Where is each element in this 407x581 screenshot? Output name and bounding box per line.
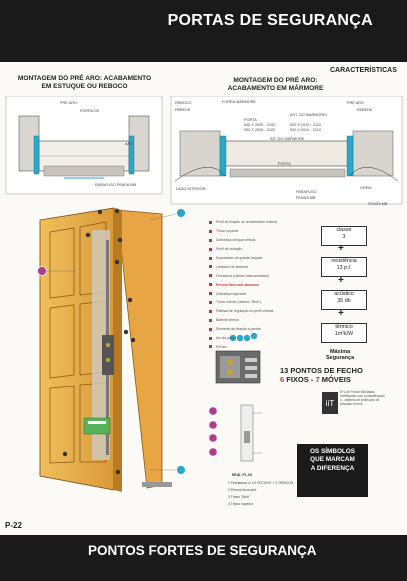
fixed-count: 6 — [280, 375, 285, 384]
right-label-lado-interior: LADO INTERIOR — [176, 187, 206, 191]
legend-item: Limitador de abertura — [209, 262, 319, 271]
left-label-forra: FORRA DE — [80, 109, 100, 113]
legend-item: Espessador de grande angular — [209, 254, 319, 263]
legend-item: Perfil de fixação do revestimento exterior — [209, 218, 319, 227]
char-acoustic-box: acústico 35 db — [321, 290, 367, 310]
left-label-aro: ARO — [125, 142, 134, 146]
left-label-prearo: PRÉ ARO — [60, 101, 77, 105]
plus-icon: + — [338, 308, 344, 319]
right-label-porta: PORTA — [244, 118, 257, 122]
right-label-dim2: 900 X 2000 - 2100 — [244, 128, 276, 132]
footer-bar — [0, 535, 407, 581]
legend-item: Aro da porta — [209, 334, 319, 343]
right-label-int-marmore2: INT. DO MÁRMORE — [270, 137, 305, 141]
legend-item: Patilhas de regulação do perfil vertical — [209, 307, 319, 316]
legend-item: Elemento de fixação à parede — [209, 325, 319, 334]
right-label-int-marmore: (INT. DO MARMORE) — [290, 113, 327, 117]
right-label-parafuso: PARAFUSO — [296, 190, 317, 194]
footer-title: PONTOS FORTES DE SEGURANÇA — [88, 543, 317, 558]
legend-item: Fechadura (cilindro intercambiável) — [209, 271, 319, 280]
certification-logo-icon — [322, 392, 338, 414]
mobile-label: MÓVEIS — [321, 375, 351, 384]
profile-detail — [226, 403, 266, 463]
legend-item: Batente inferior — [209, 316, 319, 325]
char-resistance-box: resistência 13 p.f. — [321, 257, 367, 277]
mod-title: MOD. PL.03 — [232, 473, 252, 477]
char-class-box: classe 3 — [321, 226, 367, 246]
closing-points-total: 13 PONTOS DE FECHO — [280, 366, 363, 375]
right-label-fenda2: FENDA MB — [368, 202, 388, 206]
mod-item: 3 Trinco "Blok" — [228, 495, 251, 499]
char-thermal-box: térmico 1m²k/W — [321, 323, 367, 343]
feature-legend — [209, 218, 319, 351]
right-label-dim3: 920 X 2010 - 2110 — [290, 123, 321, 127]
legend-item: Dobradiça oblíqua vertical — [209, 236, 319, 245]
legend-item: Pré-aro — [209, 342, 319, 351]
mod-item: 2 Pernos fixos anti. — [228, 488, 257, 492]
page-number: P-22 — [5, 521, 22, 530]
fixed-label: FIXOS - — [286, 375, 314, 384]
right-label-porta2: PORTA — [278, 162, 291, 166]
right-label-dim1: 900 X 2000 - 2100 — [244, 123, 276, 127]
right-label-grem: GREM — [360, 186, 372, 190]
header-title: PORTAS DE SEGURANÇA — [167, 12, 373, 29]
diagram-left-title: MONTAGEM DO PRÉ ARO: ACABAMENTO EM ESTUQUE OU REBOCO — [17, 75, 152, 90]
legend-item: Trinco inferior (rasteiro "Blok") — [209, 298, 319, 307]
right-label-parede-l: PAREDE — [175, 108, 191, 112]
plus-icon: + — [338, 243, 344, 254]
plus-icon: + — [338, 275, 344, 286]
right-label-dim4: 920 X 2010 - 2110 — [290, 128, 321, 132]
symbols-box: OS SÍMBOLOS QUE MARCAM A DIFERENÇA — [297, 444, 368, 497]
legend-item: Perfil de vedação — [209, 245, 319, 254]
right-label-prearo: PRÉ ARO — [347, 101, 364, 105]
certification-text: Nº1 de Portas Blindadas certificadas com a classificação 3 - sistema de protecção de pessoas e bens — [340, 390, 385, 406]
legend-item-highlight: Pernos fixos anti-alavanca — [209, 280, 319, 289]
closing-points — [280, 366, 400, 384]
mod-item: 1 Fechadura c/ 1/2 FECHOS + 2 TRINCOS — [228, 481, 294, 485]
diagram-right-title: MONTAGEM DO PRÉ ARO: ACABAMENTO EM MÁRMORE — [227, 77, 324, 92]
characteristics-heading: CARACTERÍSTICAS — [330, 67, 397, 74]
left-label-parafuso: PARAFUSO FENDA MB — [95, 183, 137, 187]
legend-item: Dobradiça regulável — [209, 289, 319, 298]
mod-item: 4 Trinco superior — [228, 502, 254, 506]
max-security-label: Máxima Segurança — [326, 349, 355, 361]
right-label-parede-r: PAREDE — [357, 108, 373, 112]
right-label-forra: FORRA MÁRMORE — [222, 100, 256, 104]
right-label-fenda: FENDA MB — [296, 196, 316, 200]
mobile-count: 7 — [315, 375, 320, 384]
legend-item: Trinco superior — [209, 227, 319, 236]
lock-detail — [215, 350, 261, 384]
closing-points-detail — [280, 375, 400, 384]
svg-text:iiT: iiT — [325, 399, 335, 408]
right-label-reboco: REBOCO — [175, 101, 192, 105]
